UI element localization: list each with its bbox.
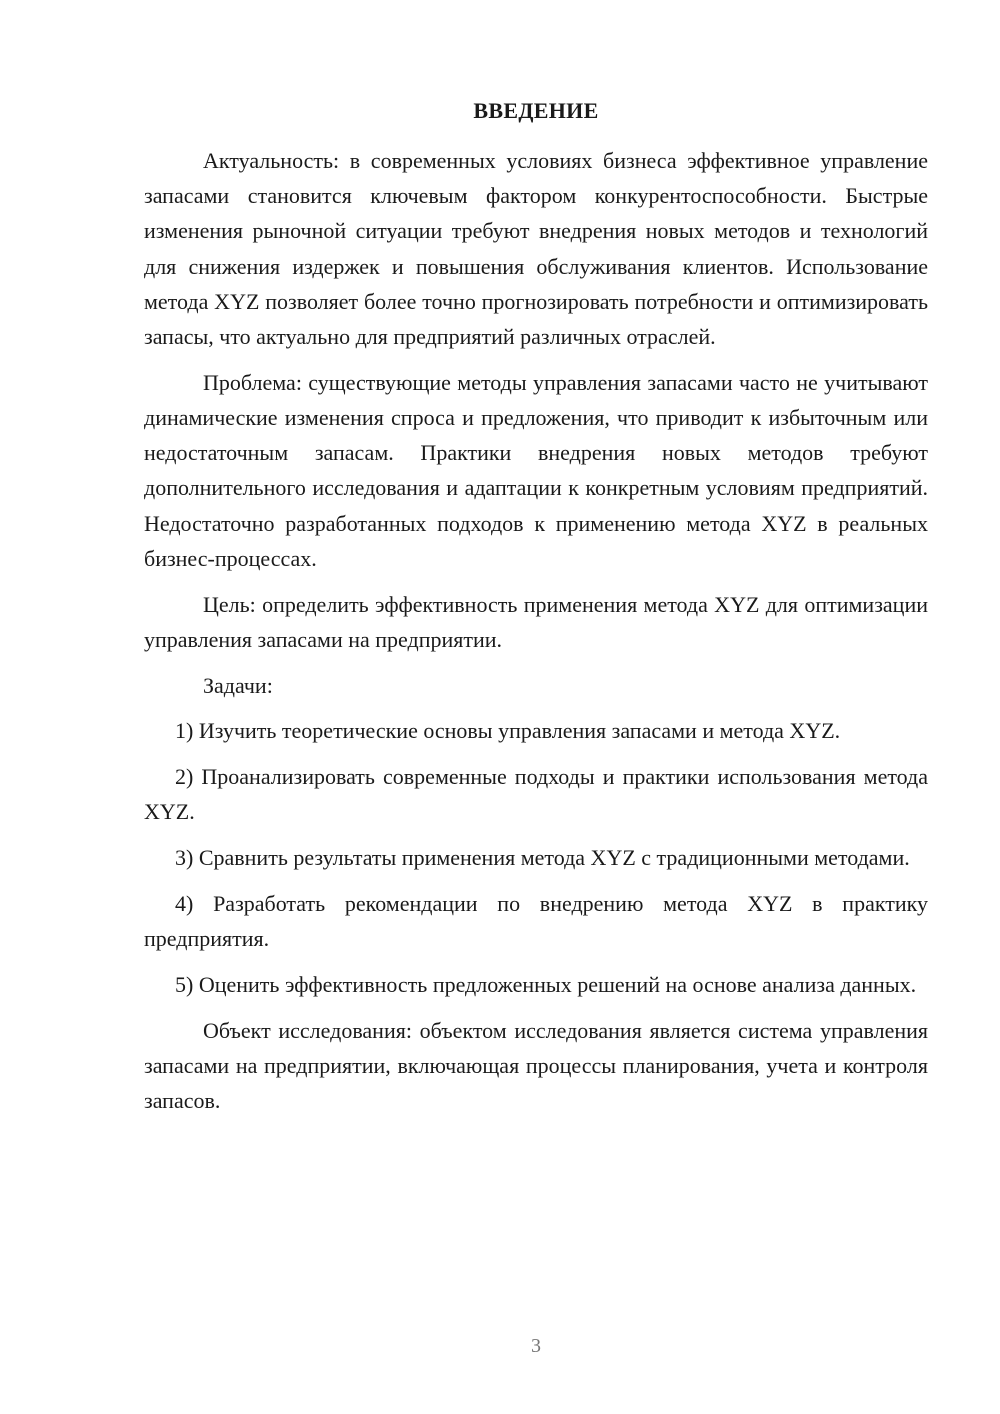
- task-item: 2) Проанализировать современные подходы и практики использования метода XYZ.: [144, 764, 928, 825]
- tasks-heading: Задачи:: [203, 672, 273, 698]
- section-title: ВВЕДЕНИЕ: [473, 98, 599, 123]
- task-item: 5) Оценить эффективность предложенных решений на основе анализа данных.: [175, 972, 917, 998]
- problem-paragraph: Проблема: существующие методы управления запасами часто не учитывают динамические изменения спроса и предложения, что приводит к избыточным или недостаточным запасам. Практики внедрения новых методов требуют дополнительного исследования и адаптации к конкретным условиям предприятий. Недостаточно разработанных подходов к применению метода XYZ в реальных бизнес-процессах.: [144, 369, 928, 571]
- task-item: 4) Разработать рекомендации по внедрению метода XYZ в практику предприятия.: [144, 891, 928, 952]
- relevance-paragraph: Актуальность: в современных условиях бизнеса эффективное управление запасами становится ключевым фактором конкурентоспособности. Быстрые изменения рыночной ситуации требуют внедрения новых методов и технологий для снижения издержек и повышения обслуживания клиентов. Использование метода XYZ позволяет более точно прогнозировать потребности и оптимизировать запасы, что актуально для предприятий различных отраслей.: [144, 148, 928, 350]
- task-item: 1) Изучить теоретические основы управления запасами и метода XYZ.: [175, 718, 841, 744]
- goal-paragraph: Цель: определить эффективность применения метода XYZ для оптимизации управления запасами на предприятии.: [144, 591, 928, 652]
- page-number: 3: [531, 1335, 541, 1357]
- object-paragraph: Объект исследования: объектом исследования является система управления запасами на предприятии, включающая процессы планирования, учета и контроля запасов.: [144, 1017, 928, 1114]
- task-item: 3) Сравнить результаты применения метода XYZ с традиционными методами.: [175, 845, 910, 871]
- document-body: [144, 143, 928, 1129]
